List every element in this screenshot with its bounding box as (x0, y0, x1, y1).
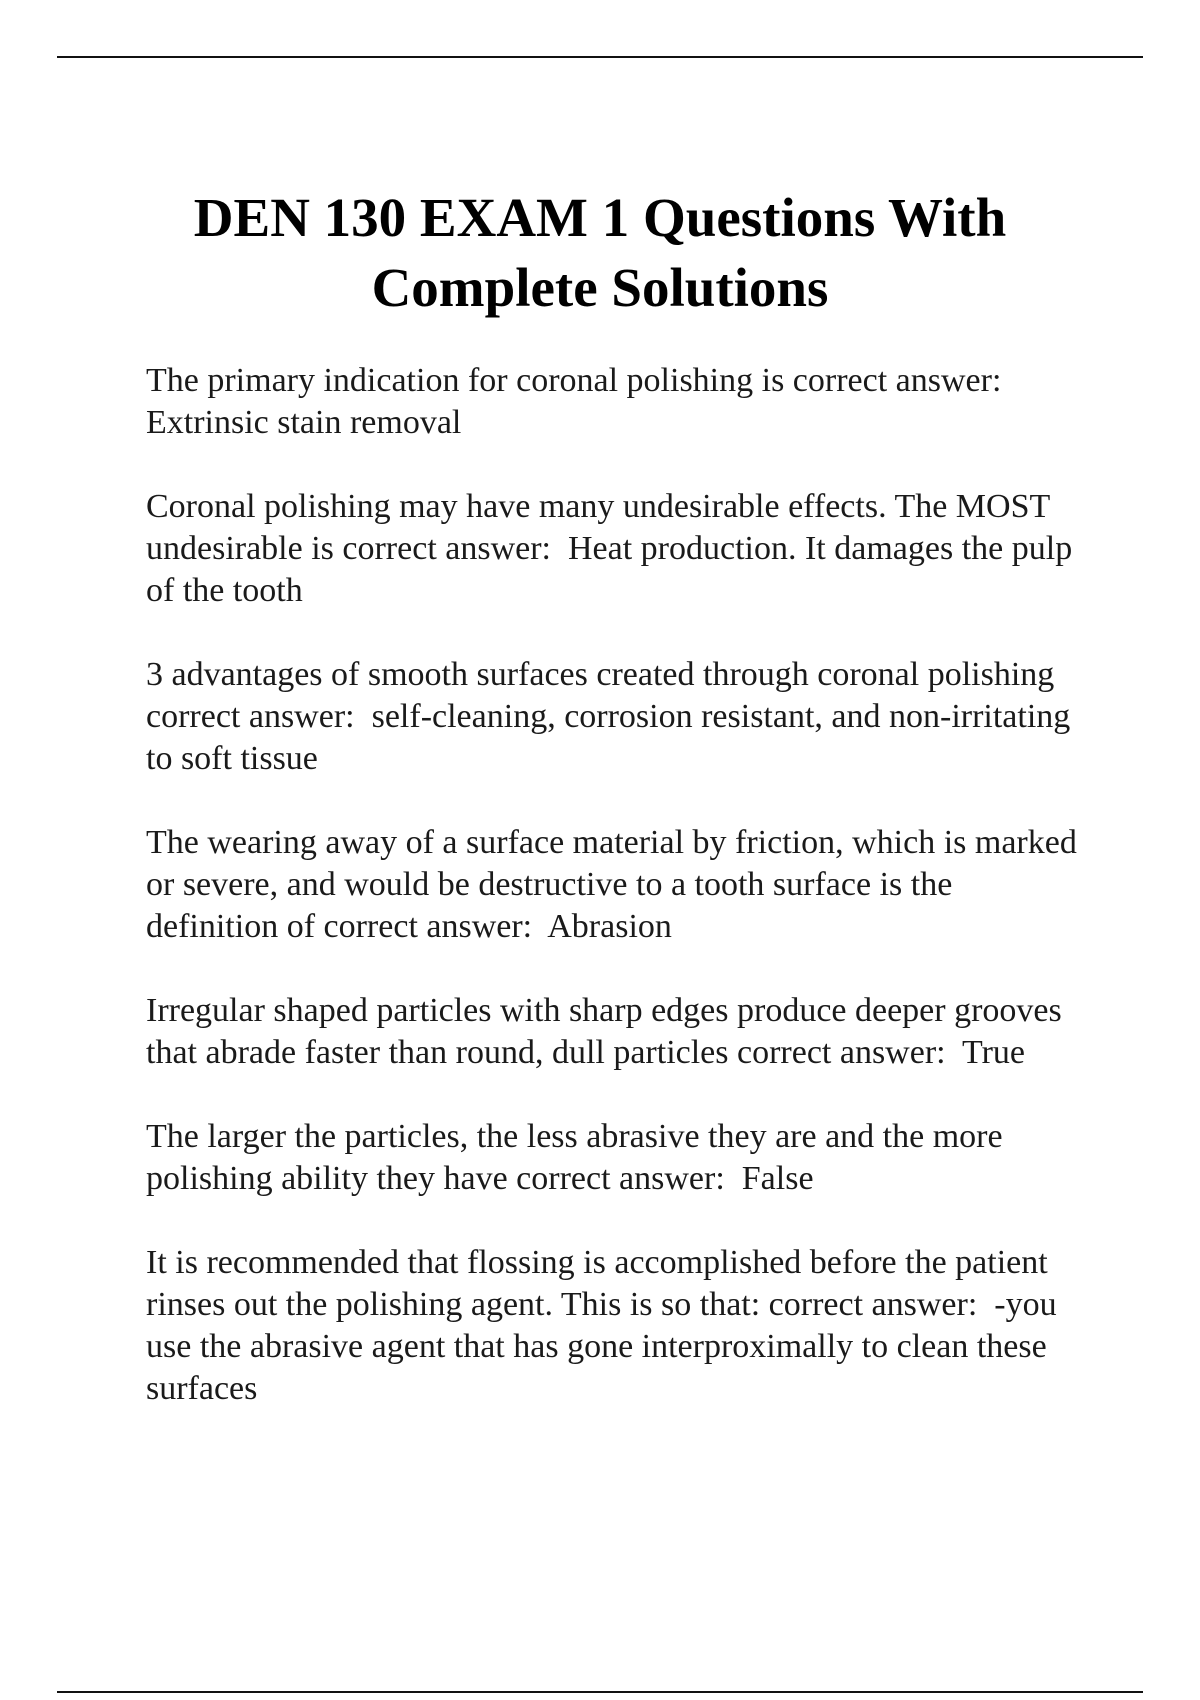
answer-text: False (741, 1160, 814, 1197)
qa-item (146, 360, 1086, 444)
qa-item (146, 1242, 1086, 1410)
qa-item (146, 1116, 1086, 1200)
question-text: Coronal polishing may have many undesirable effects. The MOST undesirable is correct answer: (146, 488, 1059, 567)
qa-item (146, 990, 1086, 1074)
page-title (100, 183, 1100, 323)
question-text: 3 advantages of smooth surfaces created through coronal polishing correct answer: (146, 656, 1063, 735)
answer-text: -you use the abrasive agent that has gone interproximally to clean these surfaces (146, 1286, 1066, 1407)
qa-item (146, 822, 1086, 948)
question-text: The wearing away of a surface material by friction, which is marked or severe, and would be destructive to a tooth surface is the definition of correct answer: (146, 824, 1086, 945)
answer-text: self-cleaning, corrosion resistant, and non-irritating to soft tissue (146, 698, 1079, 777)
qa-item (146, 486, 1086, 612)
question-text: The primary indication for coronal polishing is correct answer: (146, 362, 1002, 399)
qa-item (146, 654, 1086, 780)
question-text: The larger the particles, the less abrasive they are and the more polishing ability they have correct answer: (146, 1118, 1012, 1197)
bottom-rule (57, 1691, 1143, 1693)
answer-text: True (962, 1034, 1025, 1071)
answer-text: Extrinsic stain removal (146, 404, 462, 441)
qa-list (146, 360, 1086, 1452)
answer-text: Abrasion (547, 908, 672, 945)
top-rule (57, 56, 1143, 58)
question-text: It is recommended that flossing is accomplished before the patient rinses out the polishing agent. This is so that: correct answer: (146, 1244, 1057, 1323)
answer-text: Heat production. It damages the pulp of the tooth (146, 530, 1081, 609)
title-line-2: Complete Solutions (371, 257, 829, 318)
title-line-1: DEN 130 EXAM 1 Questions With (193, 187, 1007, 248)
question-text: Irregular shaped particles with sharp edges produce deeper grooves that abrade faster than round, dull particles correct answer: (146, 992, 1071, 1071)
